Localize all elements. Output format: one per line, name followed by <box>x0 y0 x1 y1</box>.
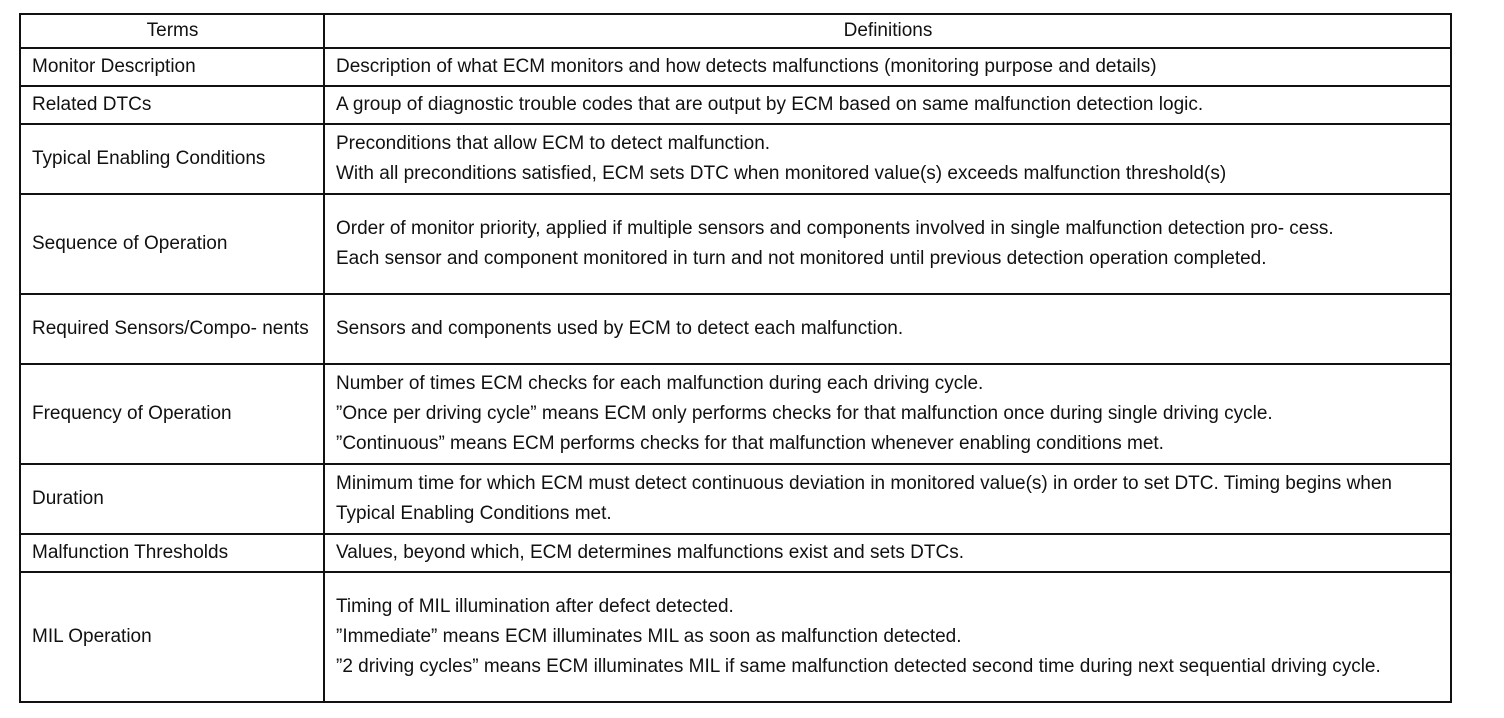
table-row <box>20 534 1451 572</box>
definition-line: ”Immediate” means ECM illuminates MIL as soon as malfunction detected. <box>336 626 962 647</box>
table-row <box>20 124 1451 194</box>
definition-line: Values, beyond which, ECM determines malfunctions exist and sets DTCs. <box>336 542 964 563</box>
term-cell: Malfunction Thresholds <box>20 534 324 572</box>
table-row <box>20 48 1451 86</box>
header-definitions: Definitions <box>324 14 1451 48</box>
definition-line: Order of monitor priority, applied if multiple sensors and components involved in single malfunction detection pro- cess. <box>336 218 1334 239</box>
table-row <box>20 194 1451 294</box>
definition-line: Each sensor and component monitored in turn and not monitored until previous detection operation completed. <box>336 248 1267 269</box>
term-cell: Monitor Description <box>20 48 324 86</box>
definition-cell <box>324 48 1451 86</box>
definition-line: ”2 driving cycles” means ECM illuminates MIL if same malfunction detected second time during next sequential driving cycle. <box>336 656 1381 677</box>
definition-line: ”Continuous” means ECM performs checks for that malfunction whenever enabling conditions met. <box>336 433 1164 454</box>
header-row <box>20 14 1451 48</box>
term-cell: Required Sensors/Compo- nents <box>20 294 324 364</box>
term-cell: Related DTCs <box>20 86 324 124</box>
definition-line: Description of what ECM monitors and how detects malfunctions (monitoring purpose and details) <box>336 56 1157 77</box>
table-row <box>20 364 1451 464</box>
header-terms: Terms <box>20 14 324 48</box>
term-cell: Sequence of Operation <box>20 194 324 294</box>
definition-line: Preconditions that allow ECM to detect malfunction. <box>336 133 771 154</box>
definition-cell <box>324 364 1451 464</box>
table-row <box>20 464 1451 534</box>
definition-cell <box>324 572 1451 702</box>
terms-definitions-table <box>19 13 1452 703</box>
term-cell: Typical Enabling Conditions <box>20 124 324 194</box>
definition-line: Sensors and components used by ECM to detect each malfunction. <box>336 318 904 339</box>
definition-line: A group of diagnostic trouble codes that are output by ECM based on same malfunction detection logic. <box>336 94 1204 115</box>
table-row <box>20 572 1451 702</box>
definition-cell <box>324 294 1451 364</box>
definition-cell <box>324 464 1451 534</box>
definition-cell <box>324 534 1451 572</box>
definition-cell <box>324 124 1451 194</box>
term-cell: Duration <box>20 464 324 534</box>
table-row <box>20 86 1451 124</box>
definition-line: Minimum time for which ECM must detect continuous deviation in monitored value(s) in order to set DTC. Timing begins when Typical Enabling Conditions met. <box>336 473 1392 524</box>
definition-line: Timing of MIL illumination after defect detected. <box>336 596 734 617</box>
definition-line: With all preconditions satisfied, ECM sets DTC when monitored value(s) exceeds malfunction threshold(s) <box>336 163 1227 184</box>
definition-cell <box>324 194 1451 294</box>
definition-line: Number of times ECM checks for each malfunction during each driving cycle. <box>336 373 984 394</box>
term-cell: Frequency of Operation <box>20 364 324 464</box>
definition-cell <box>324 86 1451 124</box>
term-cell: MIL Operation <box>20 572 324 702</box>
table-row <box>20 294 1451 364</box>
definition-line: ”Once per driving cycle” means ECM only performs checks for that malfunction once during single driving cycle. <box>336 403 1273 424</box>
